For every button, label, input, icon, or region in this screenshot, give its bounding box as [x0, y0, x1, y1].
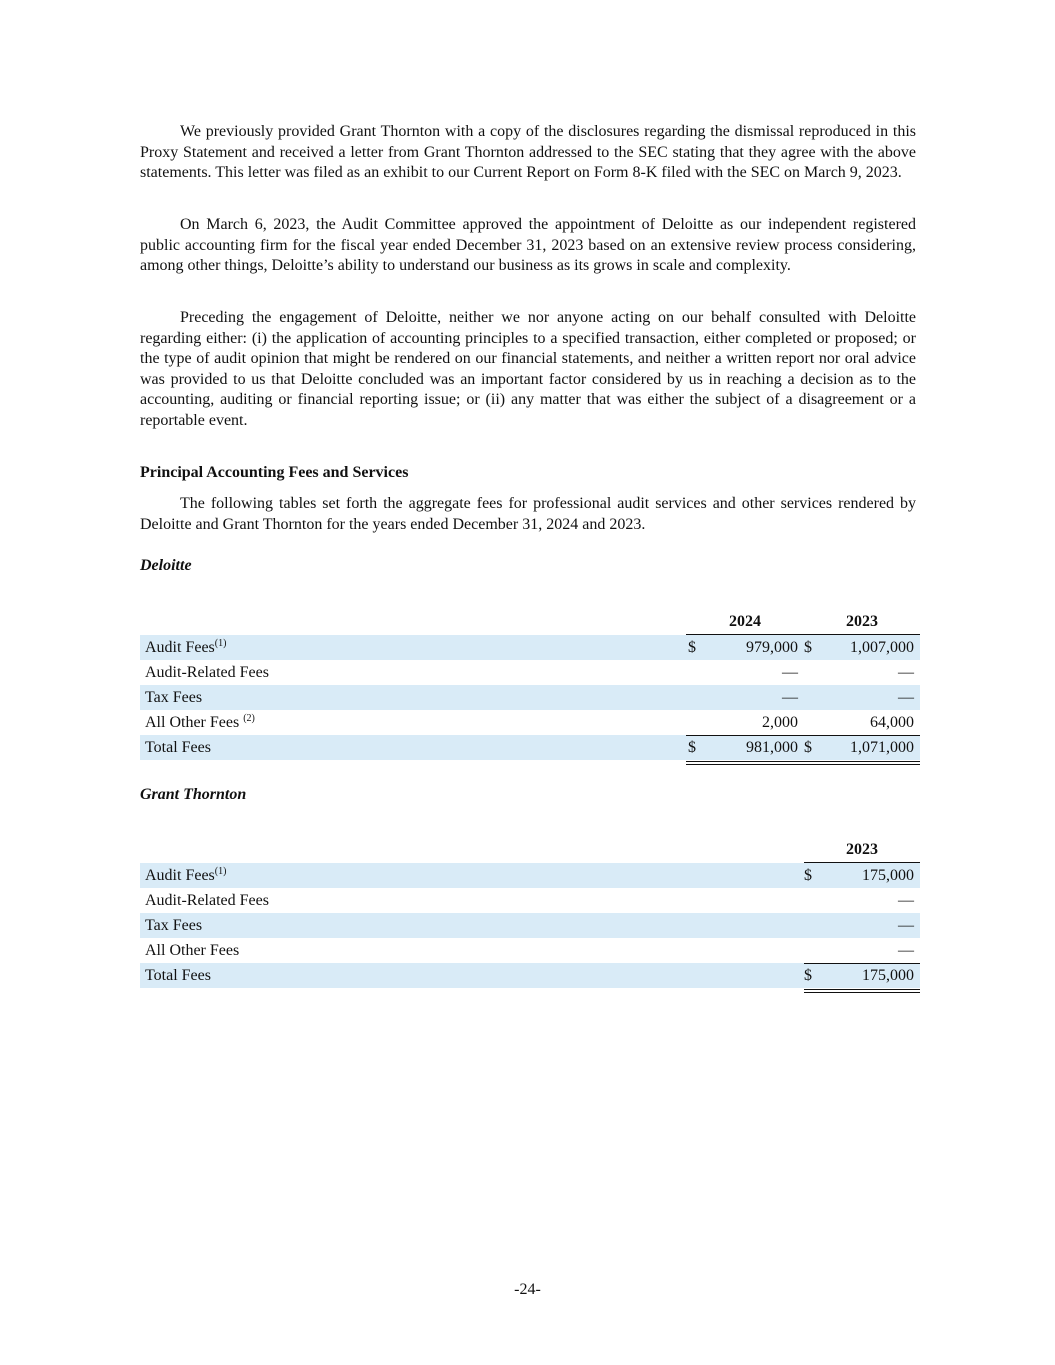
currency-symbol: $	[804, 867, 812, 884]
paragraph-deloitte-appointment: On March 6, 2023, the Audit Committee approved the appointment of Deloitte as our independent registered public accounting firm for the fiscal year ended December 31, 2023 based on an extensive review process considering, among other things, Deloitte’s ability to understand our business as its grows in scale and complexity.	[140, 216, 916, 275]
table-row-audit-related-fees	[140, 888, 920, 913]
value-2023: —	[898, 917, 914, 934]
row-label: Audit-Related Fees	[145, 664, 269, 681]
table-row-total-fees	[140, 735, 920, 760]
column-header-2023: 2023	[846, 841, 878, 858]
currency-symbol: $	[804, 967, 812, 984]
currency-symbol: $	[688, 639, 696, 656]
total-double-rule-2024	[686, 761, 804, 765]
row-label: Total Fees	[145, 967, 211, 984]
row-label: Tax Fees	[145, 917, 203, 934]
value-2024: 981,000	[746, 739, 798, 756]
header-rule-2023	[804, 862, 920, 863]
row-label: All Other Fees	[145, 942, 240, 959]
header-rule-2024	[686, 634, 804, 635]
value-2023: —	[898, 892, 914, 909]
value-2023: 64,000	[870, 714, 914, 731]
value-2023: 175,000	[862, 867, 914, 884]
header-rule-2023	[804, 634, 920, 635]
column-header-2023: 2023	[846, 613, 878, 630]
table-row-total-fees	[140, 963, 920, 988]
total-double-rule-2023	[804, 761, 920, 765]
total-double-rule-2023	[804, 989, 920, 993]
row-label: Audit Fees$^{(1)}$	[145, 638, 227, 656]
table-row-audit-related-fees	[140, 660, 920, 685]
value-2023: —	[898, 689, 914, 706]
value-2024: 979,000	[746, 639, 798, 656]
row-label: All Other Fees $^{(2)}$	[145, 713, 255, 731]
value-2024: —	[782, 689, 798, 706]
subtotal-rule-2024	[686, 735, 804, 736]
deloitte-fees-table	[140, 612, 920, 772]
currency-symbol: $	[804, 639, 812, 656]
table-row-audit-fees	[140, 635, 920, 660]
currency-symbol: $	[688, 739, 696, 756]
column-header-2024: 2024	[729, 613, 761, 630]
grant-thornton-fees-table	[140, 840, 920, 1000]
paragraph-fees-intro: The following tables set forth the aggregate fees for professional audit services and other services rendered by Deloitte and Grant Thornton for the years ended December 31, 2024 and 2023.	[140, 495, 916, 533]
value-2023: 175,000	[862, 967, 914, 984]
page-number: -24-	[514, 1281, 541, 1298]
currency-symbol: $	[804, 739, 812, 756]
paragraph-deloitte-consultation: Preceding the engagement of Deloitte, neither we nor anyone acting on our behalf consulted with Deloitte regarding either: (i) the application of accounting principles to a specified transaction, either completed or proposed; or the type of audit opinion that might be rendered on our financial statements, and neither a written report nor oral advice was provided to us that Deloitte concluded was an important factor considered by us in reaching a decision as to the accounting, auditing or financial reporting issue; or (ii) any matter that was either the subject of a disagreement or a reportable event.	[140, 309, 916, 429]
subtotal-rule-2023	[804, 963, 920, 964]
paragraph-grant-thornton-letter: We previously provided Grant Thornton with a copy of the disclosures regarding the dismissal reproduced in this Proxy Statement and received a letter from Grant Thornton addressed to the SEC stating that they agree with the above statements. This letter was filed as an exhibit to our Current Report on Form 8-K filed with the SEC on March 9, 2023.	[140, 123, 916, 182]
section-heading: Principal Accounting Fees and Services	[140, 464, 409, 481]
table-row-all-other-fees	[140, 710, 920, 735]
value-2023: 1,071,000	[850, 739, 914, 756]
row-label: Total Fees	[145, 739, 211, 756]
grant-thornton-heading: Grant Thornton	[140, 786, 247, 803]
value-2024: 2,000	[762, 714, 798, 731]
subtotal-rule-2023	[804, 735, 920, 736]
table-row-tax-fees	[140, 685, 920, 710]
row-label: Audit-Related Fees	[145, 892, 269, 909]
value-2023: —	[898, 942, 914, 959]
deloitte-heading: Deloitte	[140, 557, 192, 574]
table-row-all-other-fees	[140, 938, 920, 963]
table-row-audit-fees	[140, 863, 920, 888]
row-label: Tax Fees	[145, 689, 203, 706]
value-2023: —	[898, 664, 914, 681]
value-2024: —	[782, 664, 798, 681]
row-label: Audit Fees$^{(1)}$	[145, 866, 227, 884]
table-row-tax-fees	[140, 913, 920, 938]
value-2023: 1,007,000	[850, 639, 914, 656]
